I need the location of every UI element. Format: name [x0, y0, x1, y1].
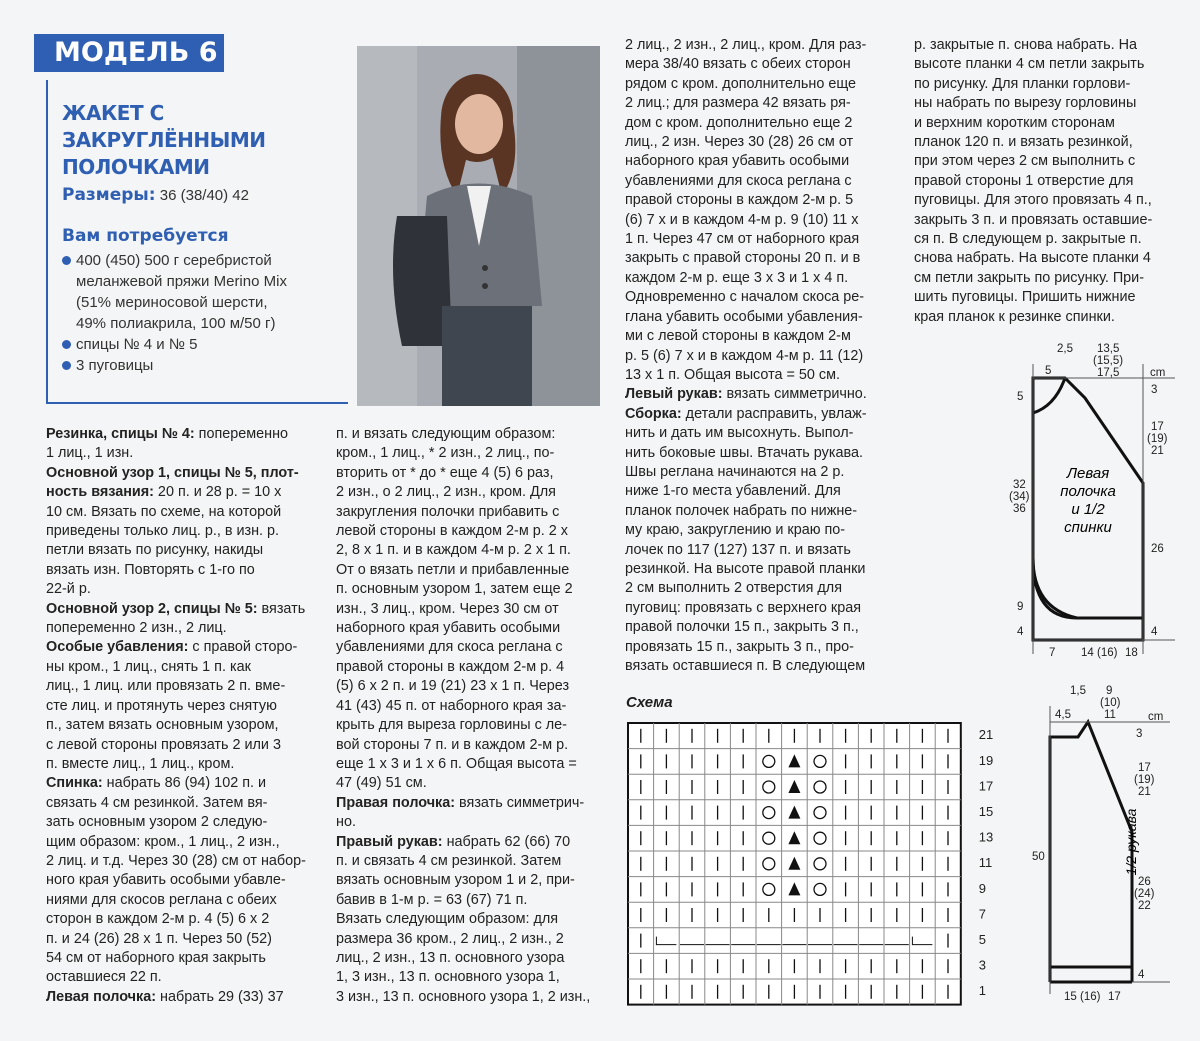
text-line: с правой сторо-: [188, 639, 298, 656]
text-line: 2 см выполнить 2 отверстия для: [625, 580, 842, 597]
pattern-title: [62, 100, 342, 181]
dim-label: 4: [1017, 626, 1024, 638]
term: Левый рукав:: [625, 386, 723, 403]
text-line: левой стороны в каждом 2-м р. 2 х: [336, 523, 568, 540]
text-line: 1 лиц., 1 изн.: [46, 445, 134, 462]
chart-row-number: 3: [978, 957, 987, 973]
text-line: п. и связать 4 см резинкой. Затем: [336, 852, 562, 869]
dim-label: 15 (16): [1064, 991, 1101, 1003]
text-line: оставшиеся 22 п.: [46, 969, 162, 986]
text-line: зать основным узором 2 следую-: [46, 814, 268, 831]
text-line: крыть для выреза горловины с ле-: [336, 717, 567, 734]
chart-row-number: 15: [978, 804, 994, 820]
sleeve-name: 1/2 рукава: [1123, 808, 1139, 876]
dim-label: 3: [1151, 384, 1158, 396]
dim-label: (19): [1147, 433, 1168, 445]
needs-item: 49% полиакрила, 100 м/50 г): [76, 315, 276, 332]
text-line: высоте планки 4 см петли закрыть: [914, 56, 1145, 73]
chart-row-number: 19: [978, 752, 994, 768]
chart-row-number: 11: [978, 855, 993, 871]
dim-label: 22: [1138, 900, 1151, 912]
dim-label: 7: [1049, 647, 1056, 659]
term: Правая полочка:: [336, 794, 456, 811]
text-line: размера 36 кром., 2 лиц., 2 изн., 2: [336, 930, 564, 947]
text-line: мера 38/40 вязать с обеих сторон: [625, 56, 851, 73]
text-line: резинкой. На высоте правой планки: [625, 560, 866, 577]
text-line: ся п. В следующем р. закрытые п.: [914, 231, 1142, 248]
sizes-value: 36 (38/40) 42: [159, 187, 249, 204]
chart-row-number: 13: [978, 829, 994, 845]
dim-label: cm: [1150, 367, 1166, 379]
text-line: ны кром., 1 лиц., снять 1 п. как: [46, 658, 251, 675]
text-line: р. закрытые п. снова набрать. На: [914, 37, 1137, 53]
dim-label: cm: [1148, 711, 1164, 723]
dim-label: 26: [1138, 876, 1151, 888]
text-line: попеременно: [194, 426, 289, 442]
text-line: провязать 15 п., закрыть 3 п., про-: [625, 638, 854, 655]
text-line: 47 (49) 51 см.: [336, 775, 427, 792]
piece-name: полочка: [1060, 483, 1116, 500]
dim-label: 32: [1013, 479, 1026, 491]
text-line: Одновременно с началом скоса ре-: [625, 289, 865, 306]
sizes: [62, 185, 249, 205]
text-line: наборного края убавить особыми: [625, 153, 850, 170]
text-line: му краю, закруглению и краю по-: [625, 522, 846, 539]
text-line: 2, 8 х 1 п. и в каждом 4-м р. 2 х 1 п.: [336, 542, 571, 559]
text-line: закрыть 3 п. и провязать оставшие-: [914, 211, 1153, 228]
front-piece-diagram: [1005, 338, 1195, 663]
text-line: ниже 1-го места убавлений. Для: [625, 483, 841, 500]
chart-row-number: 7: [978, 906, 987, 922]
text-line: 3 изн., 13 п. основного узора 1, 2 изн.,: [336, 988, 591, 1005]
dim-label: 5: [1045, 365, 1052, 377]
text-line: нить боковые швы. Втачать рукава.: [625, 444, 863, 461]
dim-label: 9: [1017, 601, 1024, 613]
needs-item: спицы № 4 и № 5: [62, 334, 342, 355]
text-line: каждом 2-м р. еще 3 х 3 и 1 х 4 п.: [625, 269, 849, 286]
text-line: глана убавить особыми убавления-: [625, 308, 863, 325]
piece-name: Левая: [1066, 465, 1110, 482]
text-line: нить и дать им высохнуть. Выпол-: [625, 425, 854, 442]
dim-label: 17: [1151, 421, 1164, 433]
text-line: р. 5 (6) 7 х и в каждом 4-м р. 11 (12): [625, 347, 864, 364]
dim-label: 2,5: [1057, 343, 1073, 355]
text-line: вой стороны 7 п. и в каждом 2-м р.: [336, 736, 569, 753]
text-line: 41 (43) 45 п. от наборного края за-: [336, 697, 567, 714]
rib-band: [1033, 558, 1143, 640]
text-line: пуговиц: провязать с верхнего края: [625, 599, 861, 616]
term: Резинка, спицы № 4:: [46, 426, 195, 442]
text-line: изн., 3 лиц., кром. Через 30 см от: [336, 600, 559, 617]
neckline-curve: [1033, 378, 1065, 413]
text-line: Швы реглана начинаются на 2 р.: [625, 463, 845, 480]
text-line: вязать оставшиеся п. В следующем: [625, 658, 866, 674]
text-line: п. и 24 (26) 28 х 1 п. Через 50 (52): [46, 930, 272, 947]
text-line: 1, 3 изн., 13 п. основного узора 1,: [336, 969, 560, 986]
text-line: сте лиц. и протянуть через снятую: [46, 697, 277, 714]
chart-row-numbers: [979, 727, 993, 998]
dim-label: 11: [1104, 709, 1116, 721]
text-line: вязать изн. Повторять с 1-го по: [46, 561, 255, 578]
dim-label: (24): [1134, 888, 1155, 900]
needs-item: 400 (450) 500 г серебристой: [62, 250, 342, 271]
text-line: ми с левой стороны в каждом 2-м: [625, 328, 851, 345]
term: Основной узор 1, спицы № 5, плот-: [46, 464, 299, 481]
text-line: связать 4 см резинкой. Затем вя-: [46, 794, 268, 811]
chart-row-number: 5: [978, 932, 987, 948]
text-line: 2 изн., о 2 лиц., 2 изн., кром. Для: [336, 484, 556, 501]
text-line: пуговицы. Для этого провязать 4 п.,: [914, 192, 1152, 209]
text-line: правой полочки 15 п., закрыть 3 п.,: [625, 619, 859, 636]
chart-row-number: 17: [978, 778, 994, 794]
needs-heading: Вам потребуется: [62, 226, 229, 246]
dim-label: 9: [1106, 685, 1113, 697]
text-line: по рисунку. Для планки горлови-: [914, 75, 1131, 92]
text-line: шить пуговицы. Пришить нижние: [914, 289, 1136, 306]
text-line: 54 см от наборного края закрыть: [46, 949, 266, 966]
model-header: МОДЕЛЬ 6: [34, 34, 224, 72]
dim-label: 13,5: [1097, 343, 1120, 355]
text-line: ны набрать по вырезу горловины: [914, 95, 1137, 112]
text-line: вязать симметрично.: [722, 386, 867, 403]
knitting-chart: [620, 715, 1000, 1015]
text-line: вязать основным узором 1 и 2, при-: [336, 872, 575, 889]
text-line: 2 лиц., 2 изн., 2 лиц., кром. Для раз-: [625, 37, 867, 53]
dim-label: 17: [1138, 762, 1151, 774]
dim-label: (15,5): [1093, 355, 1124, 367]
model-photo-illustration: [357, 46, 600, 406]
dim-label: 26: [1151, 543, 1164, 555]
text-line: 20 п. и 28 р. = 10 х: [153, 484, 282, 501]
text-line: закрыть с правой стороны 20 п. и в: [625, 250, 861, 267]
text-line: 2 лиц.; для размера 42 вязать ря-: [625, 95, 851, 112]
piece-name: и 1/2: [1071, 501, 1105, 518]
term: Левая полочка:: [46, 988, 157, 1005]
text-line: бавив в 1-м р. = 63 (67) 71 п.: [336, 891, 528, 908]
dim-label: 50: [1032, 851, 1045, 863]
text-line: вторить от * до * еще 4 (5) 6 раз,: [336, 464, 554, 481]
text-line: набрать 29 (33) 37: [156, 988, 284, 1005]
text-line: закругления полочки прибавить с: [336, 503, 560, 520]
text-line: петли вязать по рисунку, накиды: [46, 542, 264, 559]
dim-label: 3: [1136, 728, 1143, 740]
text-line: (5) 6 х 2 п. и 19 (21) 23 х 1 п. Через: [336, 678, 570, 695]
text-line: п. и вязать следующим образом:: [336, 426, 556, 442]
dim-label: 21: [1151, 445, 1164, 457]
text-line: но.: [336, 814, 356, 831]
dim-label: 4: [1138, 969, 1145, 981]
sleeve-diagram: [1030, 682, 1190, 1007]
piece-name: спинки: [1064, 519, 1112, 536]
text-line: ного края убавить особыми убавле-: [46, 872, 286, 889]
text-line: убавлениями для скоса реглана с: [625, 172, 852, 189]
model-photo: [357, 46, 600, 406]
text-line: (6) 7 х и в каждом 4-м р. 9 (10) 11 х: [625, 211, 859, 228]
text-line: рядом с кром. дополнительно еще: [625, 75, 857, 92]
text-line: п. основным узором 1, затем еще 2: [336, 581, 573, 598]
text-line: щим образом: кром., 1 лиц., 2 изн.,: [46, 833, 280, 850]
chart-grid: [628, 723, 961, 1005]
term: Основной узор 2, спицы № 5:: [46, 600, 258, 617]
chart-row-number: 1: [978, 983, 987, 999]
dim-label: 21: [1138, 786, 1151, 798]
text-line: набрать 86 (94) 102 п. и: [102, 775, 267, 792]
text-line: дом с кром. дополнительно еще 2: [625, 114, 853, 131]
instructions-column-4: [914, 36, 1180, 327]
text-line: ниями для скосов реглана с обеих: [46, 891, 277, 908]
text-line: правой стороны в каждом 2-м р. 5: [625, 192, 854, 209]
text-line: 1 п. Через 47 см от наборного края: [625, 231, 860, 248]
instructions-column-1: [46, 425, 310, 1007]
text-line: 10 см. Вязать по схеме, на которой: [46, 503, 282, 520]
instructions-column-2: [336, 425, 600, 1007]
text-line: набрать 62 (66) 70: [442, 833, 571, 850]
term: Правый рукав:: [336, 833, 443, 850]
chart-row-number: 21: [978, 727, 994, 743]
dim-label: 4,5: [1055, 709, 1071, 721]
text-line: кром., 1 лиц., * 2 изн., 2 лиц., по-: [336, 445, 555, 462]
dim-label: 4: [1151, 626, 1158, 638]
needs-item: 3 пуговицы: [62, 355, 342, 376]
text-line: края планок к резинке спинки.: [914, 308, 1115, 325]
sleeve-outline: [1050, 722, 1132, 967]
needs-item: меланжевой пряжи Merino Mix: [76, 273, 287, 290]
pattern-title-line1: ЖАКЕТ С ЗАКРУГЛЁННЫМИ: [62, 101, 266, 152]
dim-label: (34): [1009, 491, 1030, 503]
text-line: п. вместе лиц., 1 лиц., кром.: [46, 755, 235, 772]
text-line: при этом через 2 см выполнить с: [914, 153, 1136, 170]
text-line: с левой стороны провязать 2 или 3: [46, 736, 281, 753]
text-line: лиц., 1 лиц. или провязать 2 п. вме-: [46, 678, 286, 695]
text-line: сторон в каждом 2-м р. 4 (5) 6 х 2: [46, 911, 270, 928]
chart-row-number: 9: [978, 880, 987, 896]
text-line: 13 х 1 п. Общая высота = 50 см.: [625, 366, 841, 383]
text-line: попеременно 2 изн., 2 лиц.: [46, 620, 227, 637]
text-line: п., затем вязать основным узором,: [46, 717, 279, 734]
text-line: убавлениями для скоса реглана с: [336, 639, 563, 656]
text-line: лиц., 2 изн. Через 30 (28) 26 см от: [625, 134, 854, 151]
text-line: и верхним коротким сторонам: [914, 114, 1115, 131]
dim-label: 17,5: [1097, 367, 1120, 379]
dim-label: 5: [1017, 391, 1024, 403]
text-line: еще 1 х 3 и 1 х 6 п. Общая высота =: [336, 755, 577, 772]
dim-label: (10): [1100, 697, 1121, 709]
text-line: правой стороны в каждом 2-м р. 4: [336, 658, 565, 675]
term: Особые убавления:: [46, 639, 189, 656]
text-line: см петли закрыть по рисунку. При-: [914, 269, 1145, 286]
dim-label: 18: [1125, 647, 1138, 659]
needs-list: [62, 250, 342, 376]
dim-label: 36: [1013, 503, 1026, 515]
text-line: планок 120 п. и вязать резинкой,: [914, 134, 1133, 151]
text-line: вязать: [257, 600, 306, 617]
term: Спинка:: [46, 775, 103, 792]
text-line: планок полочек набрать по нижне-: [625, 502, 858, 519]
needs-item: (51% мериносовой шерсти,: [76, 294, 268, 311]
dim-label: (19): [1134, 774, 1155, 786]
text-line: 2 лиц. и т.д. Через 30 (28) см от набор-: [46, 852, 306, 869]
text-line: детали расправить, увлаж-: [681, 405, 867, 422]
dim-label: 14 (16): [1081, 647, 1118, 659]
text-line: снова набрать. На высоте планки 4: [914, 250, 1151, 267]
pattern-title-line2: ПОЛОЧКАМИ: [62, 155, 210, 179]
text-line: 22-й р.: [46, 581, 91, 598]
sizes-label: Размеры:: [62, 185, 156, 205]
schema-label: Схема: [626, 694, 673, 711]
text-line: правой стороны 1 отверстие для: [914, 172, 1134, 189]
term: Сборка:: [625, 405, 682, 422]
text-line: лочек по 117 (127) 137 п. и вязать: [625, 541, 851, 558]
instructions-column-3: [625, 36, 889, 676]
term: ность вязания:: [46, 484, 154, 501]
dim-label: 1,5: [1070, 685, 1086, 697]
text-line: приведены только лиц. р., в изн. р.: [46, 523, 280, 540]
dim-label: 17: [1108, 991, 1121, 1003]
text-line: От о вязать петли и прибавленные: [336, 561, 570, 578]
text-line: наборного края убавить особыми: [336, 620, 561, 637]
text-line: Вязать следующим образом: для: [336, 911, 559, 928]
text-line: лиц., 2 изн., 13 п. основного узора: [336, 949, 565, 966]
text-line: вязать симметрич-: [455, 794, 585, 811]
